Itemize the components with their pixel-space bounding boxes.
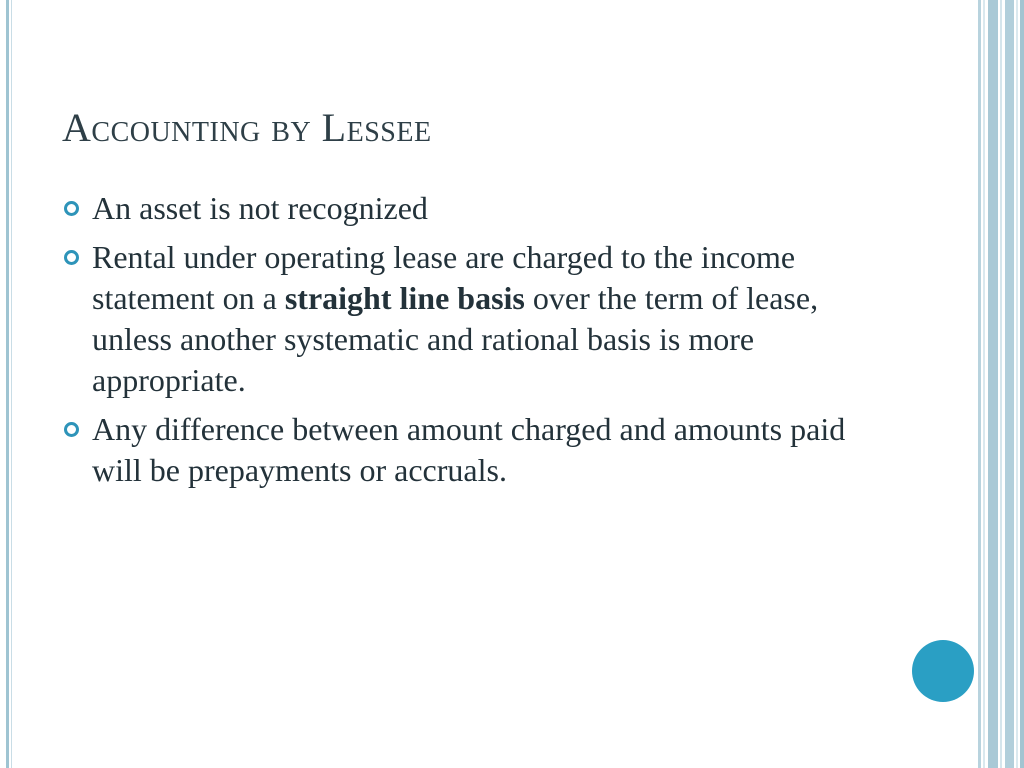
stripe xyxy=(983,0,985,768)
bullet-item xyxy=(62,188,882,229)
bullet-text-after: over the term of lease, unless another systematic and rational basis is more appropriate. xyxy=(92,280,819,398)
stripe xyxy=(1020,0,1024,768)
stripe xyxy=(1005,0,1014,768)
stripe xyxy=(978,0,981,768)
bullet-item xyxy=(62,237,882,401)
stripe xyxy=(988,0,998,768)
bullet-text: Any difference between amount charged and amounts paid will be prepayments or accruals. xyxy=(92,411,846,488)
left-border-line-thin xyxy=(11,0,12,768)
bullet-list xyxy=(62,188,882,499)
circle-accent-icon xyxy=(912,640,974,702)
right-stripe-band xyxy=(978,0,1024,768)
bullet-text: Rental under operating lease are charged to the income statement on a xyxy=(92,239,796,316)
bullet-text-bold: straight line basis xyxy=(284,280,525,316)
slide-title: Accounting by Lessee xyxy=(62,105,432,150)
stripe xyxy=(1016,0,1018,768)
bullet-text: An asset is not recognized xyxy=(92,190,428,226)
ring-bullet-icon xyxy=(64,250,79,265)
left-border-line xyxy=(6,0,9,768)
bullet-item xyxy=(62,409,882,491)
ring-bullet-icon xyxy=(64,422,79,437)
stripe xyxy=(1000,0,1002,768)
ring-bullet-icon xyxy=(64,201,79,216)
